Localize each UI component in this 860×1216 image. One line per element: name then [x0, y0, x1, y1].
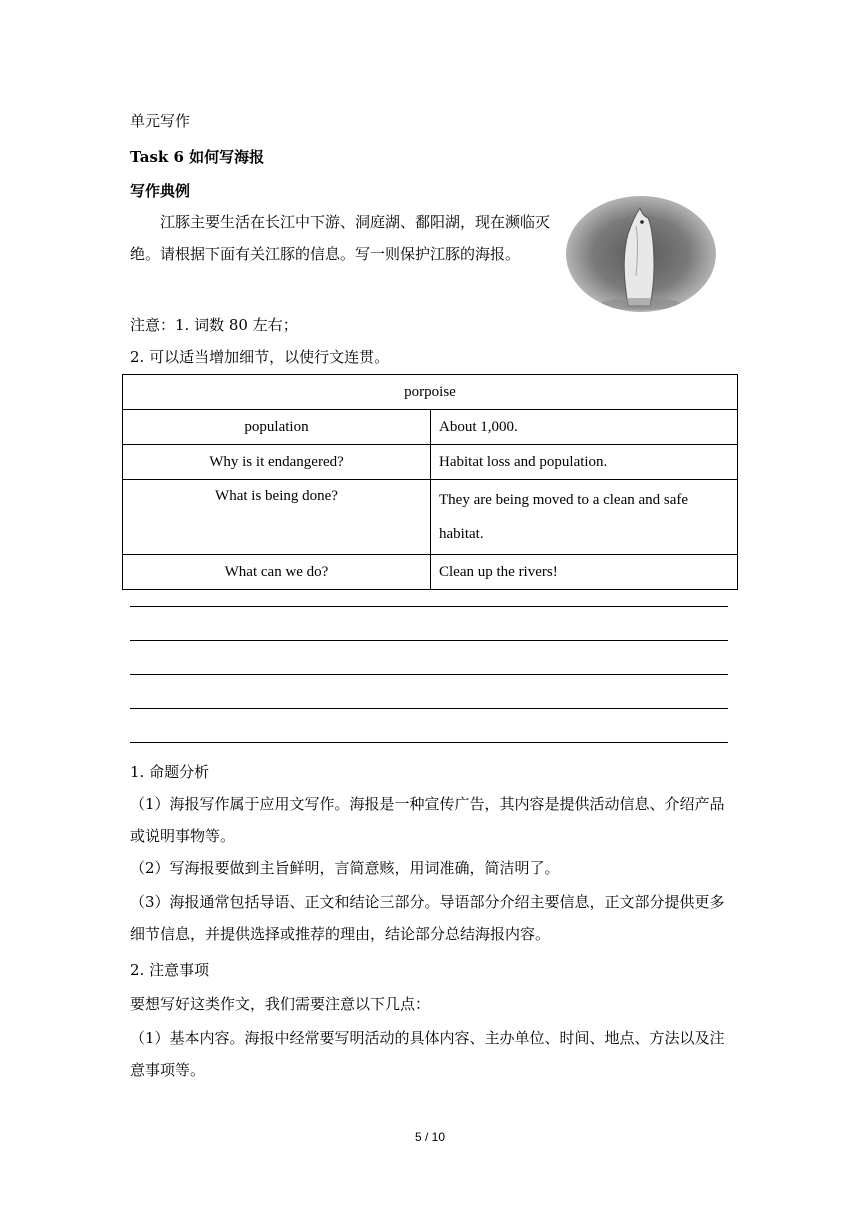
table-answer: They are being moved to a clean and safe habitat. — [431, 480, 738, 555]
writing-line[interactable] — [130, 708, 728, 709]
table-header-row — [123, 375, 738, 410]
table-question: population — [123, 410, 431, 445]
table-row — [123, 410, 738, 445]
analysis-point-3: （3）海报通常包括导语、正文和结论三部分。导语部分介绍主要信息，正文部分提供更多细节信息，并提供选择或推荐的理由，结论部分总结海报内容。 — [130, 893, 725, 943]
table-header: porpoise — [123, 375, 738, 410]
table-question: What is being done? — [123, 480, 431, 555]
writing-line[interactable] — [130, 606, 728, 607]
task-title: Task 6 如何写海报 — [130, 148, 265, 166]
prompt-text: 江豚主要生活在长江中下游、洞庭湖、鄱阳湖，现在濒临灭绝。请根据下面有关江豚的信息。写一则保护江豚的海报。 — [130, 213, 551, 263]
table-answer: Clean up the rivers! — [431, 555, 738, 590]
porpoise-photo — [566, 196, 716, 312]
analysis-point-2: （2）写海报要做到主旨鲜明，言简意赅，用词准确，简洁明了。 — [130, 859, 560, 877]
porpoise-info-table — [122, 374, 738, 590]
note-word-count: 注意：1. 词数 80 左右； — [130, 316, 298, 334]
table-answer: Habitat loss and population. — [431, 445, 738, 480]
writing-line[interactable] — [130, 674, 728, 675]
table-question: Why is it endangered? — [123, 445, 431, 480]
table-row — [123, 555, 738, 590]
section-title: 单元写作 — [130, 112, 191, 130]
notes-point-1: （1）基本内容。海报中经常要写明活动的具体内容、主办单位、时间、地点、方法以及注意事项等。 — [130, 1029, 725, 1079]
example-heading: 写作典例 — [130, 182, 191, 200]
notes-intro: 要想写好这类作文，我们需要注意以下几点： — [130, 995, 431, 1013]
table-question: What can we do? — [123, 555, 431, 590]
analysis-point-1: （1）海报写作属于应用文写作。海报是一种宣传广告，其内容是提供活动信息、介绍产品或说明事物等。 — [130, 795, 725, 845]
note-details: 2. 可以适当增加细节，以使行文连贯。 — [130, 348, 390, 366]
notes-heading: 2. 注意事项 — [130, 961, 210, 979]
table-answer: About 1,000. — [431, 410, 738, 445]
page-number: 5 / 10 — [414, 1130, 446, 1144]
table-row — [123, 445, 738, 480]
table-row — [123, 480, 738, 555]
writing-line[interactable] — [130, 742, 728, 743]
analysis-heading: 1. 命题分析 — [130, 763, 210, 781]
writing-line[interactable] — [130, 640, 728, 641]
